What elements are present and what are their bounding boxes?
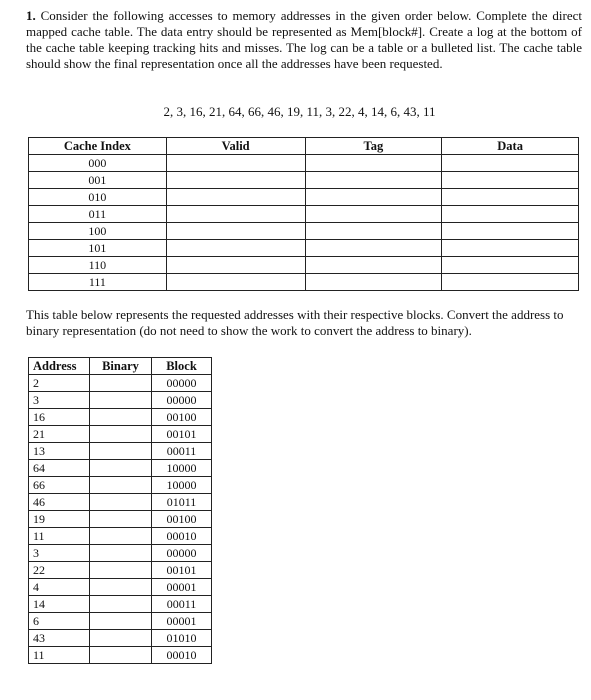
cache-valid-cell[interactable] [166,257,305,274]
cache-index-cell: 000 [29,155,167,172]
cache-header-tag: Tag [305,138,442,155]
address-cell: 11 [29,647,90,664]
cache-data-cell[interactable] [442,240,579,257]
address-row [29,392,212,409]
address-row [29,426,212,443]
address-row [29,528,212,545]
block-cell: 00011 [152,443,212,460]
cache-table [28,137,579,291]
binary-cell[interactable] [90,426,152,443]
address-row [29,494,212,511]
cache-row [29,257,579,274]
address-cell: 19 [29,511,90,528]
address-cell: 21 [29,426,90,443]
address-row [29,477,212,494]
block-cell: 00001 [152,579,212,596]
cache-index-cell: 001 [29,172,167,189]
address-table [28,357,212,664]
cache-tag-cell[interactable] [305,274,442,291]
binary-cell[interactable] [90,392,152,409]
block-cell: 00000 [152,392,212,409]
block-cell: 00000 [152,375,212,392]
binary-cell[interactable] [90,460,152,477]
cache-valid-cell[interactable] [166,274,305,291]
address-row [29,511,212,528]
block-cell: 10000 [152,477,212,494]
block-cell: 00101 [152,562,212,579]
cache-row [29,189,579,206]
address-cell: 43 [29,630,90,647]
cache-data-cell[interactable] [442,274,579,291]
binary-header: Binary [90,358,152,375]
cache-index-cell: 100 [29,223,167,240]
block-cell: 01011 [152,494,212,511]
block-cell: 00000 [152,545,212,562]
address-table-description: This table below represents the requested addresses with their respective blocks. Convert the address to binary representation (do not need to show the work to convert the address to binary). [26,307,564,338]
address-cell: 2 [29,375,90,392]
block-cell: 00100 [152,409,212,426]
address-table-header [29,358,212,375]
address-cell: 14 [29,596,90,613]
block-cell: 00011 [152,596,212,613]
binary-cell[interactable] [90,528,152,545]
cache-row [29,155,579,172]
address-row [29,613,212,630]
address-row [29,409,212,426]
cache-row [29,274,579,291]
cache-valid-cell[interactable] [166,172,305,189]
address-row [29,375,212,392]
cache-tag-cell[interactable] [305,155,442,172]
address-header: Address [29,358,90,375]
address-row [29,562,212,579]
address-row [29,545,212,562]
cache-index-cell: 011 [29,206,167,223]
binary-cell[interactable] [90,562,152,579]
block-cell: 01010 [152,630,212,647]
address-cell: 22 [29,562,90,579]
address-row [29,460,212,477]
binary-cell[interactable] [90,511,152,528]
block-cell: 00101 [152,426,212,443]
cache-index-cell: 101 [29,240,167,257]
cache-index-cell: 010 [29,189,167,206]
binary-cell[interactable] [90,630,152,647]
cache-valid-cell[interactable] [166,206,305,223]
cache-header-valid: Valid [166,138,305,155]
binary-cell[interactable] [90,375,152,392]
binary-cell[interactable] [90,477,152,494]
binary-cell[interactable] [90,613,152,630]
cache-data-cell[interactable] [442,206,579,223]
cache-table-header [29,138,579,155]
address-cell: 3 [29,392,90,409]
binary-cell[interactable] [90,443,152,460]
cache-tag-cell[interactable] [305,189,442,206]
cache-tag-cell[interactable] [305,206,442,223]
block-cell: 00100 [152,511,212,528]
address-row [29,647,212,664]
question-text [26,8,582,72]
binary-cell[interactable] [90,545,152,562]
address-cell: 6 [29,613,90,630]
cache-valid-cell[interactable] [166,223,305,240]
cache-tag-cell[interactable] [305,257,442,274]
cache-index-cell: 110 [29,257,167,274]
cache-header-index: Cache Index [29,138,167,155]
cache-tag-cell[interactable] [305,240,442,257]
address-cell: 11 [29,528,90,545]
address-row [29,443,212,460]
binary-cell[interactable] [90,494,152,511]
address-row [29,630,212,647]
question-body: Consider the following accesses to memory addresses in the given order below. Complete the direct mapped cache table. The data entry should be represented as Mem[block#]. Create a log at the bottom of the cache table keeping tracking hits and misses. The log can be a table or a bulleted list. The cache table should show the final representation once all the addresses have been requested. [26,8,583,71]
address-cell: 4 [29,579,90,596]
cache-tag-cell[interactable] [305,223,442,240]
block-cell: 10000 [152,460,212,477]
binary-cell[interactable] [90,579,152,596]
cache-row [29,223,579,240]
address-cell: 3 [29,545,90,562]
block-header: Block [152,358,212,375]
cache-data-cell[interactable] [442,172,579,189]
cache-index-cell: 111 [29,274,167,291]
binary-cell[interactable] [90,596,152,613]
block-cell: 00001 [152,613,212,630]
cache-data-cell[interactable] [442,257,579,274]
cache-data-cell[interactable] [442,189,579,206]
block-cell: 00010 [152,647,212,664]
cache-valid-cell[interactable] [166,189,305,206]
address-sequence: 2, 3, 16, 21, 64, 66, 46, 19, 11, 3, 22, 4, 14, 6, 43, 11 [163,104,436,119]
cache-header-data: Data [442,138,579,155]
cache-data-cell[interactable] [442,223,579,240]
binary-cell[interactable] [90,647,152,664]
address-cell: 64 [29,460,90,477]
binary-cell[interactable] [90,409,152,426]
address-row [29,579,212,596]
cache-data-cell[interactable] [442,155,579,172]
cache-row [29,172,579,189]
block-cell: 00010 [152,528,212,545]
cache-row [29,206,579,223]
cache-valid-cell[interactable] [166,155,305,172]
question-number: 1. [26,8,36,23]
address-cell: 66 [29,477,90,494]
cache-valid-cell[interactable] [166,240,305,257]
address-cell: 16 [29,409,90,426]
address-cell: 13 [29,443,90,460]
cache-tag-cell[interactable] [305,172,442,189]
address-cell: 46 [29,494,90,511]
cache-row [29,240,579,257]
address-row [29,596,212,613]
